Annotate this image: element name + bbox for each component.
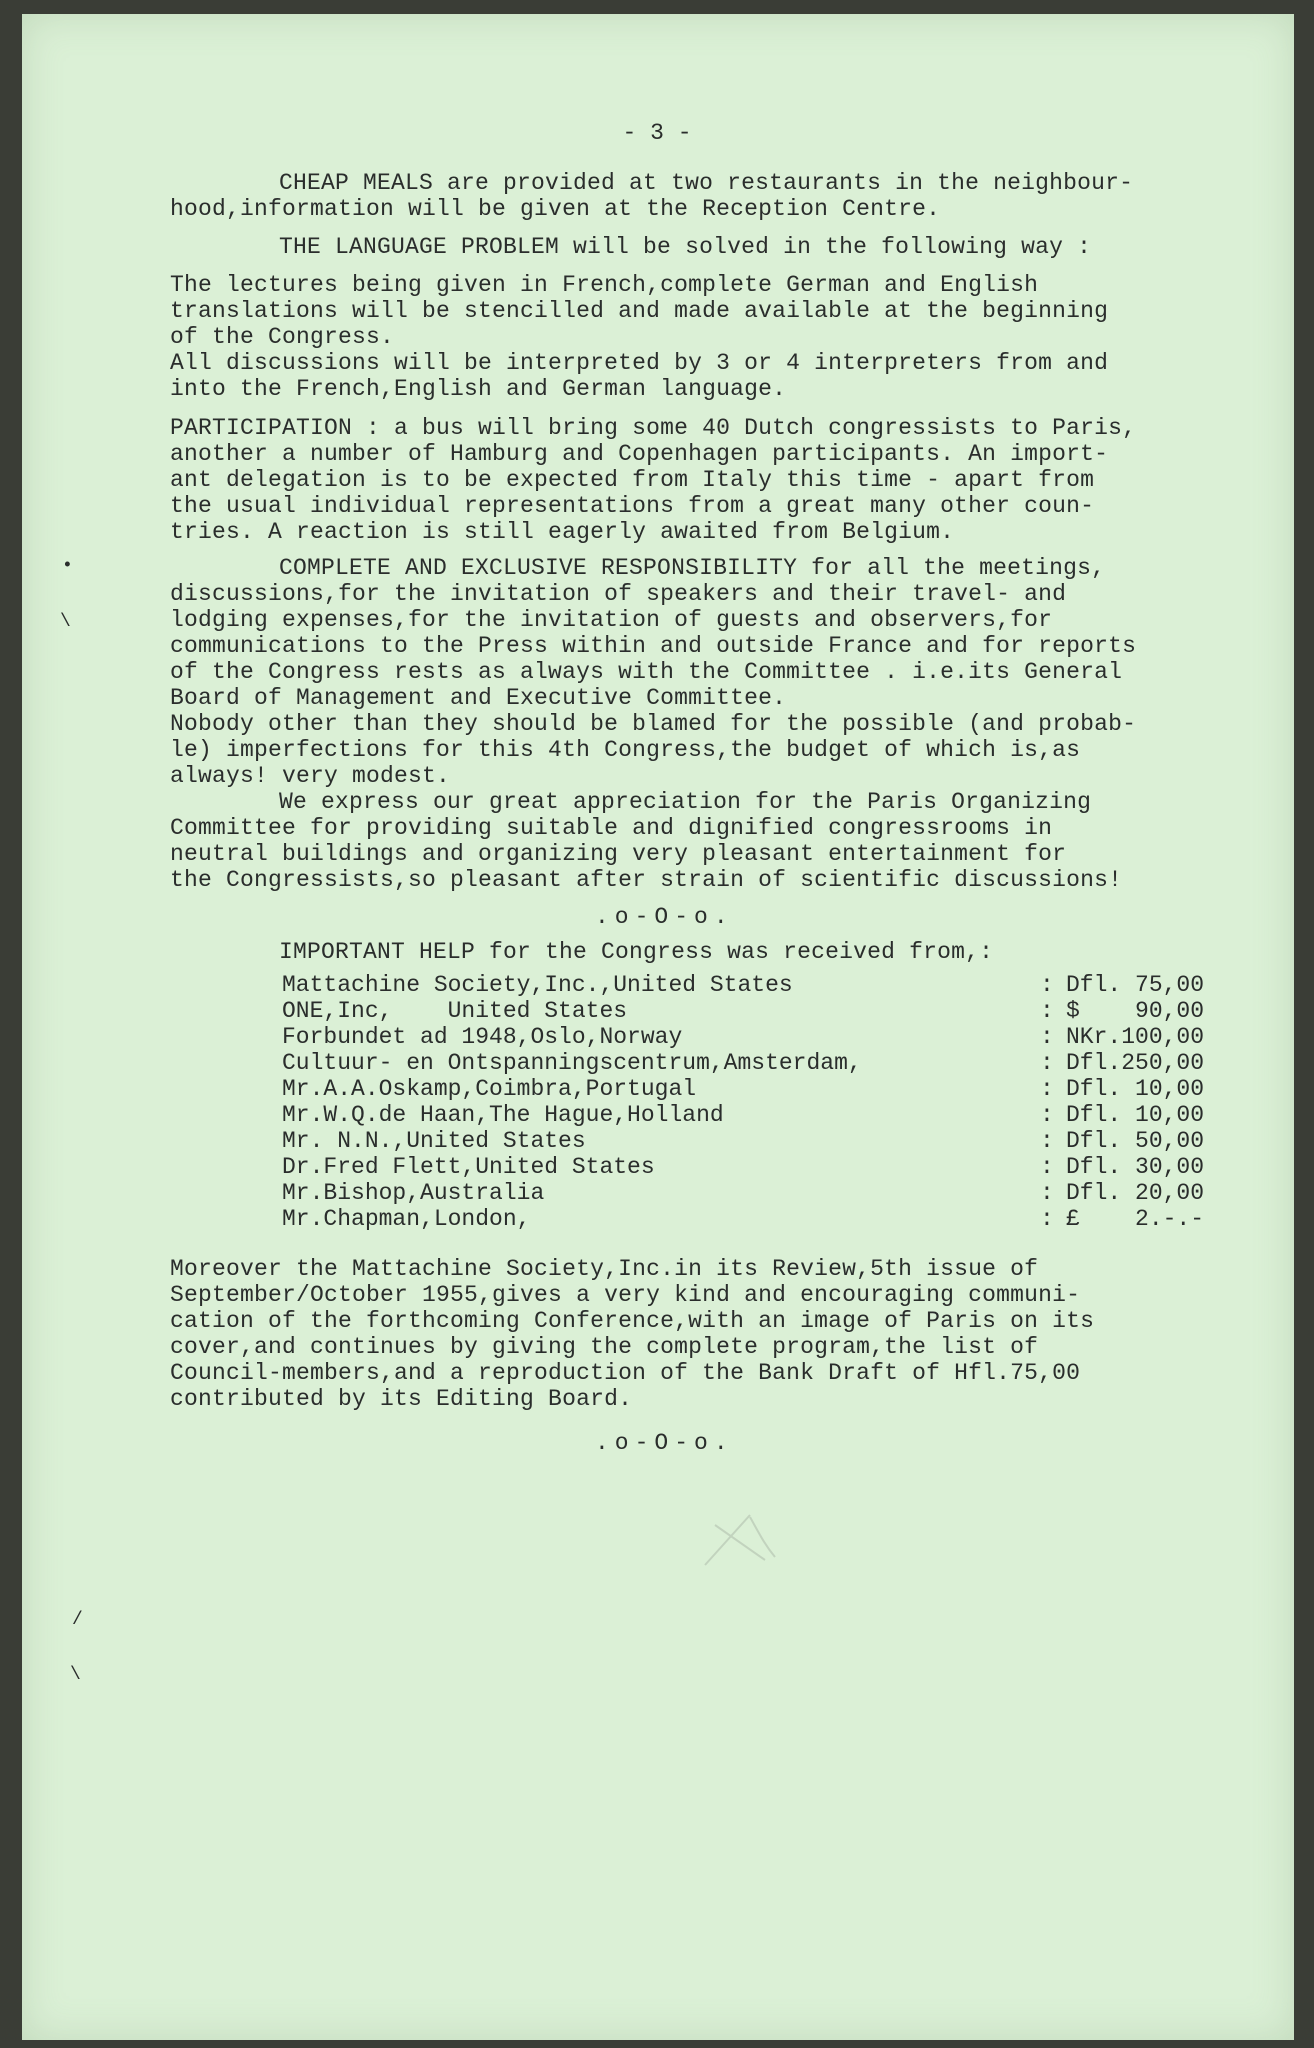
paragraph-responsibility [170,555,1250,789]
donor-colon: : [1040,1024,1054,1050]
donor-colon: : [1040,998,1054,1024]
donor-name: Forbundet ad 1948,Oslo,Norway [282,1024,683,1050]
donor-name: Mattachine Society,Inc.,United States [282,972,793,998]
donor-colon: : [1040,972,1054,998]
text-line: contributed by its Editing Board. [170,1386,633,1412]
text-line: into the French,English and German language. [170,376,787,402]
text-line: THE LANGUAGE PROBLEM will be solved in the following way : [279,234,1092,260]
donor-row [282,972,1242,998]
page-number: - 3 - [622,120,692,146]
section-separator: .o-O-o. [595,904,734,930]
text-line: hood,information will be given at the Reception Centre. [170,196,941,222]
donor-amount: Dfl. 30,00 [1066,1154,1205,1180]
donor-row [282,1180,1242,1206]
text-line: cover,and continues by giving the complete program,the list of [170,1334,1039,1360]
donor-row [282,1102,1242,1128]
donor-row [282,1128,1242,1154]
text-line: Committee for providing suitable and dignified congressrooms in [170,815,1053,841]
paragraph-moreover [170,1256,1250,1412]
text-line: ant delegation is to be expected from Italy this time - apart from [170,467,1095,493]
donor-colon: : [1040,1180,1054,1206]
margin-tick-icon: / [72,1610,83,1630]
text-line: another a number of Hamburg and Copenhagen participants. An import- [170,441,1109,467]
text-line: We express our great appreciation for the Paris Organizing [279,789,1092,815]
text-line: the Congressists,so pleasant after strain of scientific discussions! [170,867,1123,893]
donor-row [282,998,1242,1024]
text-line: communications to the Press within and outside France and for reports [170,633,1137,659]
section-separator: .o-O-o. [595,1430,734,1456]
donor-colon: : [1040,1050,1054,1076]
text-line: IMPORTANT HELP for the Congress was received from,: [279,939,994,965]
margin-tick-icon: \ [60,612,71,632]
donor-amount: Dfl.250,00 [1066,1050,1205,1076]
paragraph-cheap-meals [170,170,1250,222]
margin-tick-icon: \ [70,1665,81,1685]
donor-amount: £ 2.-.- [1066,1206,1205,1232]
donor-colon: : [1040,1154,1054,1180]
help-intro [170,939,1250,965]
donor-name: Mr.Bishop,Australia [282,1180,545,1206]
text-line: le) imperfections for this 4th Congress,the budget of which is,as [170,737,1081,763]
text-line: of the Congress rests as always with the Committee . i.e.its General [170,659,1123,685]
donor-amount: Dfl. 20,00 [1066,1180,1205,1206]
pencil-mark-icon [695,1505,785,1575]
text-line: September/October 1955,gives a very kind and encouraging communi- [170,1282,1081,1308]
donor-name: Mr.W.Q.de Haan,The Hague,Holland [282,1102,724,1128]
text-line: The lectures being given in French,complete German and English [170,272,1039,298]
donor-amount: $ 90,00 [1066,998,1205,1024]
donor-name: Mr.A.A.Oskamp,Coimbra,Portugal [282,1076,697,1102]
donor-row [282,1024,1242,1050]
text-line: the usual individual representations from a great many other coun- [170,493,1095,519]
donor-amount: Dfl. 75,00 [1066,972,1205,998]
text-line: translations will be stencilled and made available at the beginning [170,298,1109,324]
donor-name: Cultuur- en Ontspanningscentrum,Amsterdam, [282,1050,862,1076]
donor-colon: : [1040,1076,1054,1102]
text-line: PARTICIPATION : a bus will bring some 40 Dutch congressists to Paris, [170,415,1137,441]
paragraph-participation [170,415,1250,545]
paragraph-language [170,272,1250,402]
text-line: of the Congress. [170,324,395,350]
text-line: discussions,for the invitation of speakers and their travel- and [170,581,1067,607]
donor-colon: : [1040,1102,1054,1128]
text-line: cation of the forthcoming Conference,with an image of Paris on its [170,1308,1095,1334]
paragraph-language-intro [170,234,1250,260]
text-line: Council-members,and a reproduction of the Bank Draft of Hfl.75,00 [170,1360,1081,1386]
text-line: Moreover the Mattachine Society,Inc.in its Review,5th issue of [170,1256,1039,1282]
donor-list [282,972,1242,1232]
donor-amount: Dfl. 50,00 [1066,1128,1205,1154]
margin-dot-icon: • [62,556,73,576]
donor-colon: : [1040,1206,1054,1232]
text-line: tries. A reaction is still eagerly awaited from Belgium. [170,519,955,545]
text-line: CHEAP MEALS are provided at two restaurants in the neighbour- [279,170,1134,196]
text-line: lodging expenses,for the invitation of guests and observers,for [170,607,1053,633]
donor-amount: Dfl. 10,00 [1066,1076,1205,1102]
donor-amount: Dfl. 10,00 [1066,1102,1205,1128]
donor-row [282,1154,1242,1180]
donor-row [282,1050,1242,1076]
text-line: neutral buildings and organizing very pleasant entertainment for [170,841,1067,867]
donor-row [282,1076,1242,1102]
donor-name: ONE,Inc, United States [282,998,628,1024]
text-line: Nobody other than they should be blamed for the possible (and probab- [170,711,1137,737]
donor-row [282,1206,1242,1232]
text-line: always! very modest. [170,763,451,789]
text-line: COMPLETE AND EXCLUSIVE RESPONSIBILITY for all the meetings, [279,555,1106,581]
text-line: All discussions will be interpreted by 3 or 4 interpreters from and [170,350,1109,376]
donor-colon: : [1040,1128,1054,1154]
donor-amount: NKr.100,00 [1066,1024,1205,1050]
donor-name: Dr.Fred Flett,United States [282,1154,655,1180]
paragraph-appreciation [170,789,1250,893]
donor-name: Mr. N.N.,United States [282,1128,586,1154]
donor-name: Mr.Chapman,London, [282,1206,531,1232]
text-line: Board of Management and Executive Committee. [170,685,787,711]
